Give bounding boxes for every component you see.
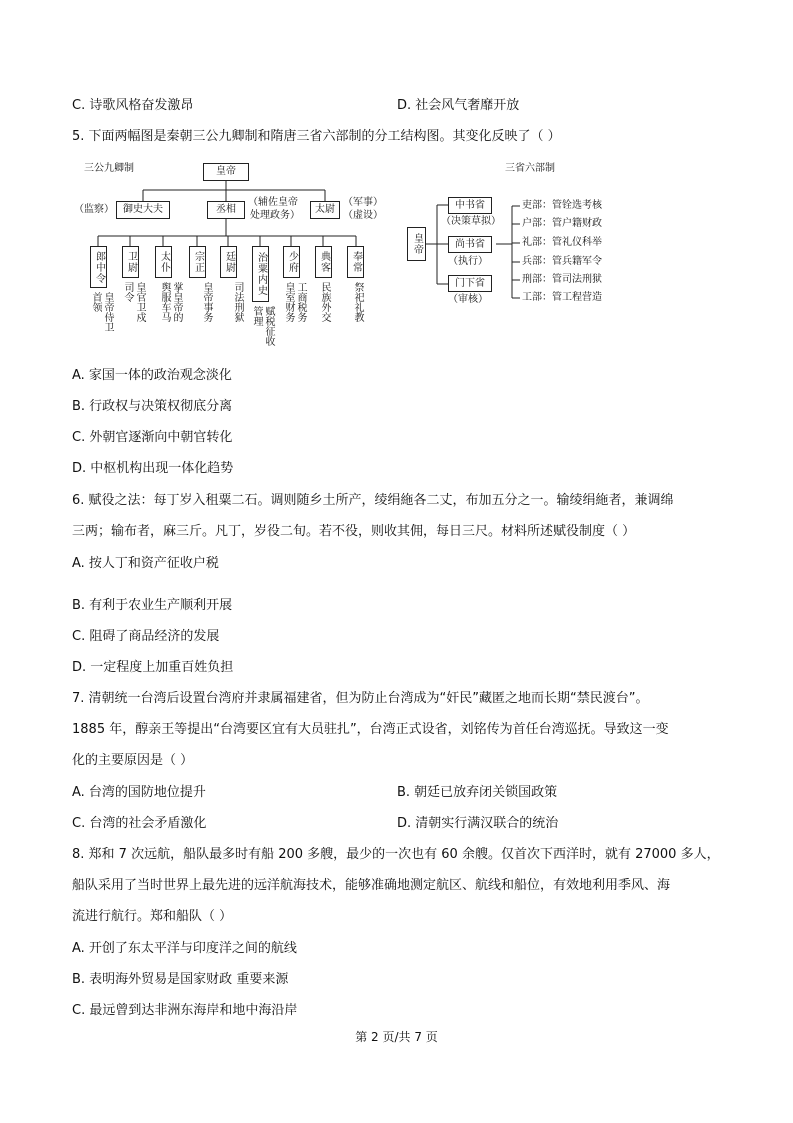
q7-option-b: B. 朝廷已放弃闭关锁国政策	[397, 785, 558, 800]
q6-option-b: B. 有利于农业生产顺利开展	[72, 598, 233, 613]
taiwei-note-2: （虚设）	[343, 210, 383, 221]
q7-option-a: A. 台湾的国防地位提升	[72, 785, 206, 800]
jiuqing-box-zhisuneishi: 治粟内史	[252, 246, 269, 302]
q8-option-c: C. 最远曾到达非洲东海岸和地中海沿岸	[72, 1003, 298, 1018]
bu-li: 吏部：管铨选考核	[522, 200, 602, 211]
q7-option-c: C. 台湾的社会矛盾激化	[72, 816, 207, 831]
menxia-box: 门下省	[448, 275, 492, 292]
q4-option-d: D. 社会风气奢靡开放	[397, 98, 520, 113]
jiuqing-box-taipu: 太仆	[155, 246, 172, 278]
q5-stem: 5. 下面两幅图是秦朝三公九卿制和隋唐三省六部制的分工结构图。其变化反映了（ ）	[72, 129, 561, 144]
jiuqing-desc-zongzheng: 皇帝事务	[201, 282, 212, 322]
left-emperor-box: 皇帝	[203, 163, 249, 181]
q4-option-c: C. 诗歌风格奋发激昂	[72, 98, 194, 113]
diagram-right-title: 三省六部制	[505, 163, 555, 174]
q5-option-d: D. 中枢机构出现一体化趋势	[72, 461, 234, 476]
menxia-role: （审核）	[448, 294, 488, 305]
jiuqing-desc-dianke: 民族外交	[319, 282, 330, 322]
yushi-note: （监察）	[74, 204, 114, 215]
jiuqing-desc-langzhongling: 皇帝侍卫首领	[90, 292, 113, 332]
zhongshu-box: 中书省	[448, 197, 492, 214]
jiuqing-box-langzhongling: 郎中令	[90, 246, 107, 288]
shangshu-box: 尚书省	[448, 236, 492, 253]
zhongshu-role: （决策草拟）	[441, 216, 501, 227]
jiuqing-box-dianke: 典客	[315, 246, 332, 278]
page-footer: 第 2 页/共 7 页	[355, 1030, 438, 1044]
jiuqing-box-tingwei: 廷尉	[220, 246, 237, 278]
q6-stem-line2: 三两；输布者，麻三斤。凡丁，岁役二旬。若不役，则收其佣，每日三尺。材料所述赋役制度（ ）	[72, 524, 636, 539]
taiwei-note-1: （军事）	[343, 197, 383, 208]
bu-hu: 户部：管户籍财政	[522, 218, 602, 229]
jiuqing-box-weiwei: 卫尉	[122, 246, 139, 278]
bu-gong: 工部：管工程营造	[522, 292, 602, 303]
q8-stem-line2: 船队采用了当时世界上最先进的远洋航海技术，能够准确地测定航区、航线和船位，有效地利用季风、海	[72, 878, 671, 893]
q8-stem-line1: 8. 郑和 7 次远航，船队最多时有船 200 多艘，最少的一次也有 60 余艘。仅首次下西洋时，就有 27000 多人，	[72, 847, 720, 862]
q5-option-c: C. 外朝官逐渐向中朝官转化	[72, 430, 233, 445]
jiuqing-box-fengchang: 奉常	[347, 246, 364, 278]
q5-option-b: B. 行政权与决策权彻底分离	[72, 399, 233, 414]
diagram-left-title: 三公九卿制	[84, 163, 134, 174]
q7-stem-line3: 化的主要原因是（ ）	[72, 753, 194, 768]
q8-stem-line3: 流进行航行。郑和船队（ ）	[72, 909, 233, 924]
bu-bing: 兵部：管兵籍军令	[522, 256, 602, 267]
q7-stem-line2: 1885 年，醇亲王等提出“台湾要区宜有大员驻扎”，台湾正式设省，刘铭传为首任台湾巡抚。导致这一变	[72, 722, 669, 737]
jiuqing-desc-weiwei: 皇官卫戍司令	[122, 282, 145, 322]
taiwei-box: 太尉	[310, 201, 340, 219]
q6-option-d: D. 一定程度上加重百姓负担	[72, 660, 234, 675]
jiuqing-desc-zhisuneishi: 赋税征收管理	[251, 306, 274, 346]
q7-option-d: D. 清朝实行满汉联合的统治	[397, 816, 559, 831]
bu-xing: 刑部：管司法刑狱	[522, 274, 602, 285]
chengxiang-note-1: （辅佐皇帝	[248, 197, 298, 208]
q5-option-a: A. 家国一体的政治观念淡化	[72, 368, 232, 383]
jiuqing-desc-shaofu: 工商税务皇室财务	[283, 282, 306, 322]
bu-li2: 礼部：管礼仪科举	[522, 237, 602, 248]
jiuqing-box-shaofu: 少府	[283, 246, 300, 278]
chengxiang-box: 丞相	[207, 201, 245, 219]
shangshu-role: （执行）	[448, 256, 488, 267]
chengxiang-note-2: 处理政务）	[250, 210, 300, 221]
q6-option-c: C. 阻碍了商品经济的发展	[72, 629, 220, 644]
q7-stem-line1: 7. 清朝统一台湾后设置台湾府并隶属福建省，但为防止台湾成为“奸民”藏匿之地而长期“禁民渡台”。	[72, 691, 649, 706]
jiuqing-desc-taipu: 掌皇帝的舆服车马	[159, 282, 182, 322]
q6-option-a: A. 按人丁和资产征收户税	[72, 556, 219, 571]
q6-stem-line1: 6. 赋役之法：每丁岁入租粟二石。调则随乡土所产，绫绢絁各二丈，布加五分之一。输绫绢絁者，兼调绵	[72, 493, 674, 508]
jiuqing-desc-fengchang: 祭祀礼教	[352, 282, 363, 322]
jiuqing-desc-tingwei: 司法刑狱	[232, 282, 243, 322]
jiuqing-box-zongzheng: 宗正	[189, 246, 206, 278]
q8-option-a: A. 开创了东太平洋与印度洋之间的航线	[72, 941, 297, 956]
q8-option-b: B. 表明海外贸易是国家财政 重要来源	[72, 972, 289, 987]
right-emperor-box: 皇帝	[407, 227, 426, 261]
yushi-dafu-box: 御史大夫	[116, 201, 170, 219]
